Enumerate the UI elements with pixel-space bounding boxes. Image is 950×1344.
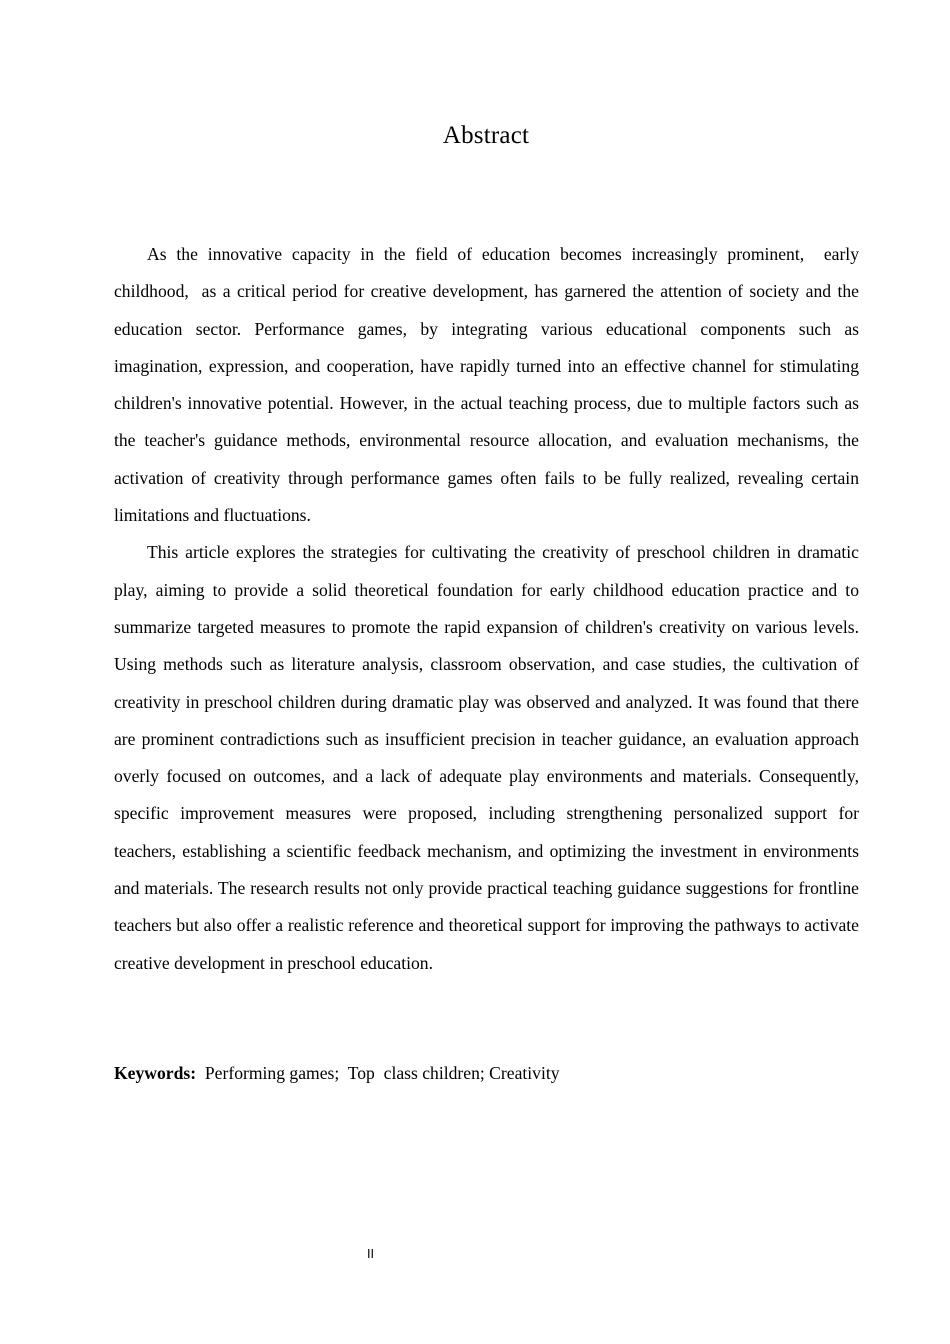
keywords-label: Keywords: [114, 1063, 197, 1083]
abstract-body [114, 236, 864, 982]
page-number: II [367, 1247, 375, 1261]
abstract-paragraph-1: As the innovative capacity in the field of education becomes increasingly prominent, early childhood, as a critical period for creative development, has garnered the attention of society and the education sector. Performance games, by integrating various educational components such as imagination, expression, and cooperation, have rapidly turned into an effective channel for stimulating children's innovative potential. However, in the actual teaching process, due to multiple factors such as the teacher's guidance methods, environmental resource allocation, and evaluation mechanisms, the activation of creativity through performance games often fails to be fully realized, revealing certain limitations and fluctuations. [114, 244, 864, 526]
keywords-text: Performing games; Top class children; Creativity [196, 1063, 560, 1083]
page-title: Abstract [442, 122, 530, 149]
keywords-line [114, 1058, 859, 1088]
abstract-paragraph-2: This article explores the strategies for cultivating the creativity of preschool children in dramatic play, aiming to provide a solid theoretical foundation for early childhood education practice and to summarize targeted measures to promote the rapid expansion of children's creativity on various levels. Using methods such as literature analysis, classroom observation, and case studies, the cultivation of creativity in preschool children during dramatic play was observed and analyzed. It was found that there are prominent contradictions such as insufficient precision in teacher guidance, an evaluation approach overly focused on outcomes, and a lack of adequate play environments and materials. Consequently, specific improvement measures were proposed, including strengthening personalized support for teachers, establishing a scientific feedback mechanism, and optimizing the investment in environments and materials. The research results not only provide practical teaching guidance suggestions for frontline teachers but also offer a realistic reference and theoretical support for improving the pathways to activate creative development in preschool education. [114, 542, 864, 973]
